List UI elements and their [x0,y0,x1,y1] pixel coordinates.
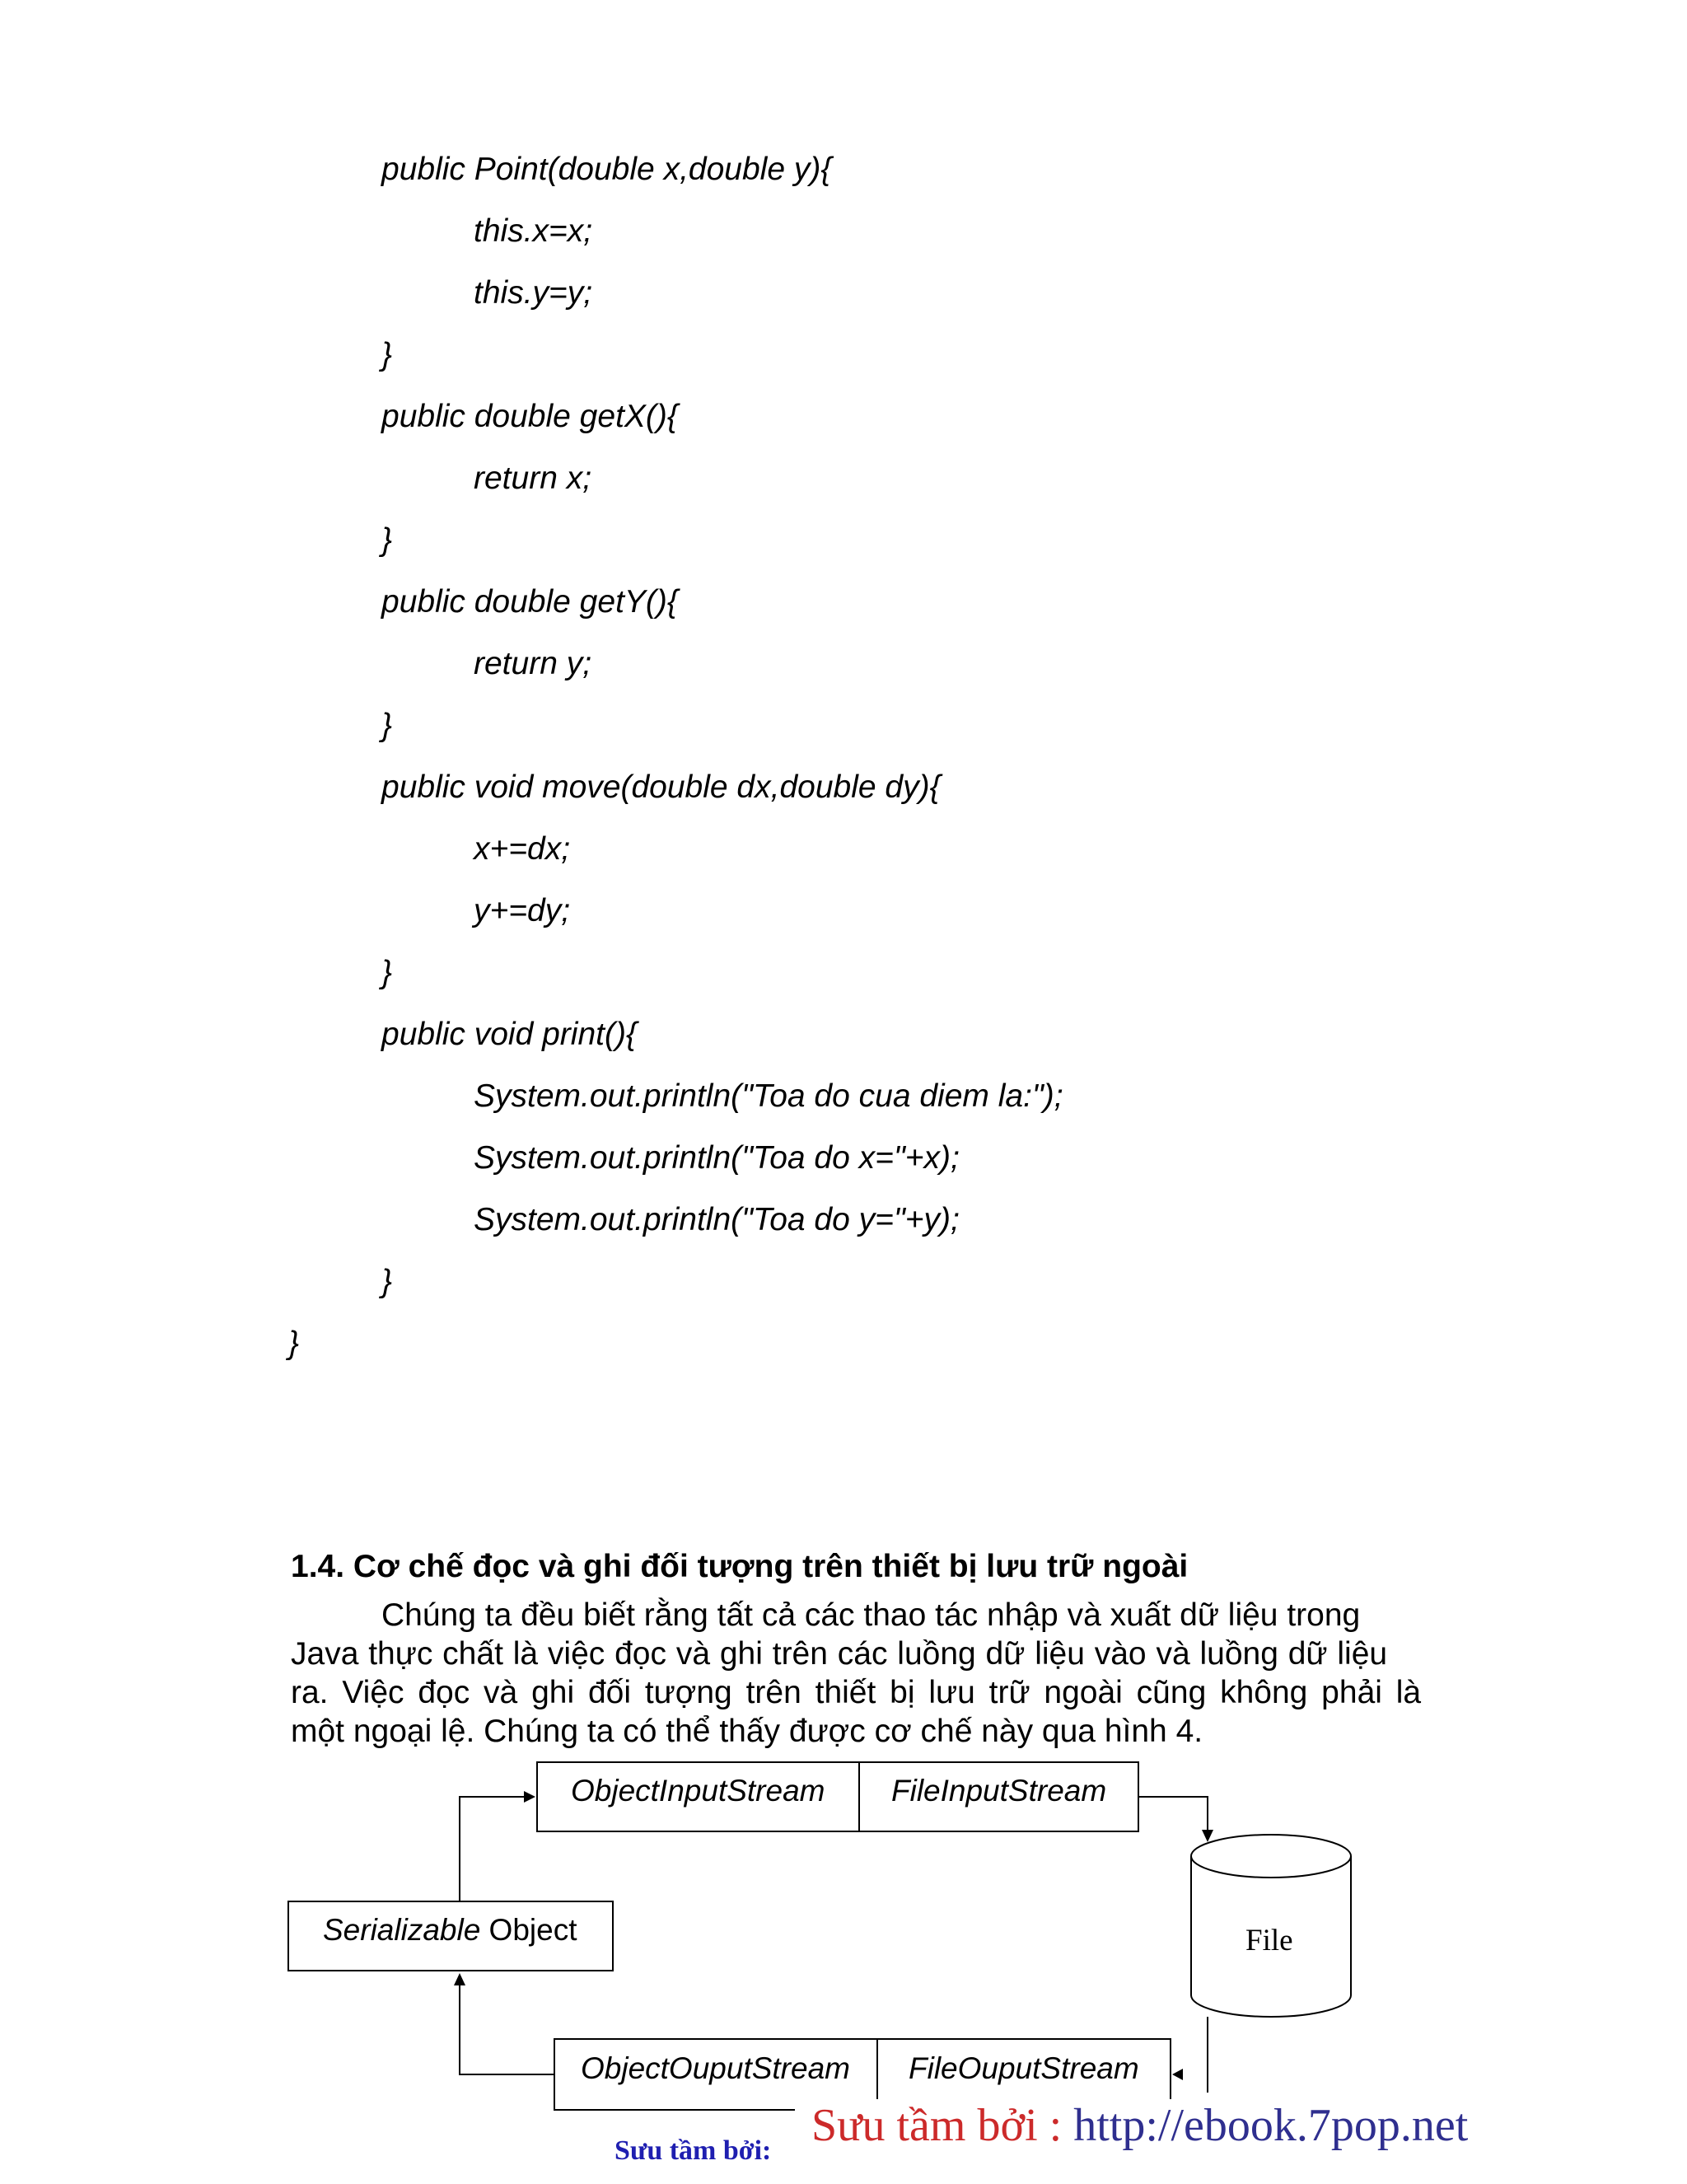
code-line: return x; [474,461,592,496]
code-line: public void print(){ [381,1017,637,1052]
code-line: } [288,1326,300,1361]
code-line: y+=dy; [474,893,571,928]
watermark-label: Sưu tầm bởi : [811,2100,1074,2151]
section-heading: 1.4. Cơ chế đọc và ghi đối tượng trên thiết bị lưu trữ ngoài [291,1549,1189,1584]
code-line: } [381,1264,393,1299]
object-input-stream-label: ObjectInputStream [571,1774,825,1808]
paragraph-line: một ngoại lệ. Chúng ta có thể thấy được cơ chế này qua hình 4. [291,1714,1203,1749]
code-line: System.out.println("Toa do x="+x); [474,1140,960,1176]
code-line: System.out.println("Toa do y="+y); [474,1202,960,1237]
file-output-stream-label: FileOuputStream [909,2051,1139,2085]
code-line: public void move(double dx,double dy){ [381,769,941,805]
paragraph-line: Java thực chất là việc đọc và ghi trên các luồng dữ liệu vào và luồng dữ liệu [291,1636,1388,1672]
watermark [795,2099,1484,2182]
code-line: } [381,337,393,372]
code-line: return y; [474,646,592,681]
footer-label: Sưu tầm bởi: [615,2135,772,2166]
code-line: this.y=y; [474,275,593,311]
code-line: public double getY(){ [381,584,678,620]
code-line: } [381,708,393,743]
code-line: public Point(double x,double y){ [381,152,832,187]
code-line: System.out.println("Toa do cua diem la:"); [474,1078,1063,1114]
file-label: File [1245,1924,1293,1957]
code-line: this.x=x; [474,213,593,249]
file-input-stream-label: FileInputStream [891,1774,1107,1808]
watermark-url: http://ebook.7pop.net [1073,2100,1469,2151]
code-line: public double getX(){ [381,399,678,434]
code-line: x+=dx; [474,831,571,867]
code-line: } [381,955,393,990]
object-output-stream-label: ObjectOuputStream [581,2051,850,2085]
serializable-label: Serializable [323,1913,481,1947]
code-line: } [381,522,393,558]
object-label: Object [480,1913,577,1947]
paragraph-line: Chúng ta đều biết rằng tất cả các thao tác nhập và xuất dữ liệu trong [381,1597,1361,1633]
paragraph-line: ra. Việc đọc và ghi đối tượng trên thiết bị lưu trữ ngoài cũng không phải là [291,1675,1422,1710]
